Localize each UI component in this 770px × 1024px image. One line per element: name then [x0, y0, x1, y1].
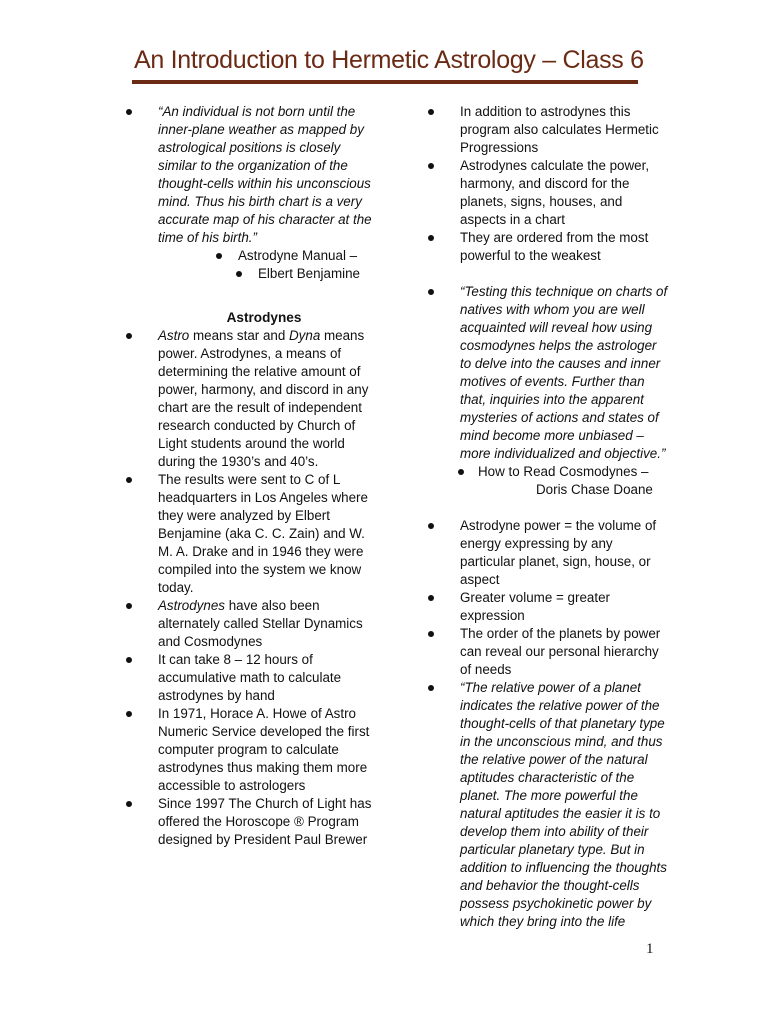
- quote-source-title: How to Read Cosmodynes –: [426, 463, 668, 481]
- page-title: An Introduction to Hermetic Astrology – Class 6: [134, 46, 644, 74]
- list-item: They are ordered from the most powerful to the weakest: [426, 229, 668, 265]
- left-column: [124, 103, 374, 849]
- section-heading: Astrodynes: [226, 310, 302, 325]
- quote-cosmodynes: “Testing this technique on charts of natives with whom you are well acquainted will reveal how using cosmodynes helps the astrologer to delve into the causes and inner motives of events. Further than that, inquiries into the apparent mysteries of actions and states of mind become more unbiased – more individualized and objective.”: [426, 283, 668, 463]
- term-dyna: Dyna: [289, 328, 321, 343]
- left-list: [124, 103, 374, 283]
- spacer: [426, 265, 668, 283]
- list-item: Since 1997 The Church of Light has offered the Horoscope ® Program designed by President Paul Brewer: [124, 795, 374, 849]
- term-astrodynes: Astrodynes: [158, 598, 225, 613]
- list-item: Astrodynes calculate the power, harmony, and discord for the planets, signs, houses, and aspects in a chart: [426, 157, 668, 229]
- list-item: The order of the planets by power can reveal our personal hierarchy of needs: [426, 625, 668, 679]
- right-list-top: [426, 103, 668, 265]
- list-item: In 1971, Horace A. Howe of Astro Numeric Service developed the first computer program to calculate astrodynes thus making them more accessible to astrologers: [124, 705, 374, 795]
- quote-source-title: Astrodyne Manual –: [124, 247, 374, 265]
- text-fragment: means star and: [189, 328, 290, 343]
- list-item: It can take 8 – 12 hours of accumulative math to calculate astrodynes by hand: [124, 651, 374, 705]
- astrodynes-list: [124, 327, 374, 849]
- right-list-bottom: [426, 517, 668, 931]
- list-item: [124, 597, 374, 651]
- list-item: “The relative power of a planet indicates the relative power of the thought-cells of that planetary type in the unconscious mind, and thus the relative power of the natural aptitudes characteristic of the planet. The more powerful the natural aptitudes the easier it is to develop them into ability of their particular planetary type. But in addition to influencing the thoughts and behavior the thought-cells possess psychokinetic power by which they bring into the life: [426, 679, 668, 931]
- text-fragment: have also been alternately called Stellar Dynamics and Cosmodynes: [158, 598, 363, 649]
- text-fragment: means power. Astrodynes, a means of determining the relative amount of power, harmony, and discord in any chart are the result of independent research conducted by Church of Light students around the world during the 1930’s and 40’s.: [158, 328, 369, 469]
- spacer: [426, 499, 668, 517]
- quote-source-author: Elbert Benjamine: [124, 265, 374, 283]
- title-divider: [132, 80, 638, 84]
- list-item: In addition to astrodynes this program also calculates Hermetic Progressions: [426, 103, 668, 157]
- quote-astrodyne-manual: “An individual is not born until the inner-plane weather as mapped by astrological positions is closely similar to the organization of the thought-cells within his unconscious mind. Thus his birth chart is a very accurate map of his character at the time of his birth.”: [124, 103, 374, 247]
- list-item: Greater volume = greater expression: [426, 589, 668, 625]
- term-astro: Astro: [158, 328, 190, 343]
- right-column: [426, 103, 668, 931]
- list-item: [124, 327, 374, 471]
- quote-source-author: [426, 481, 668, 499]
- list-item: The results were sent to C of L headquarters in Los Angeles where they were analyzed by Elbert Benjamine (aka C. C. Zain) and W. M. A. Drake and in 1946 they were compiled into the system we know today.: [124, 471, 374, 597]
- right-quote-list: [426, 283, 668, 499]
- list-item: Astrodyne power = the volume of energy expressing by any particular planet, sign, house, or aspect: [426, 517, 668, 589]
- quote-source-author-text: Doris Chase Doane: [536, 482, 653, 497]
- page-number: 1: [646, 941, 654, 957]
